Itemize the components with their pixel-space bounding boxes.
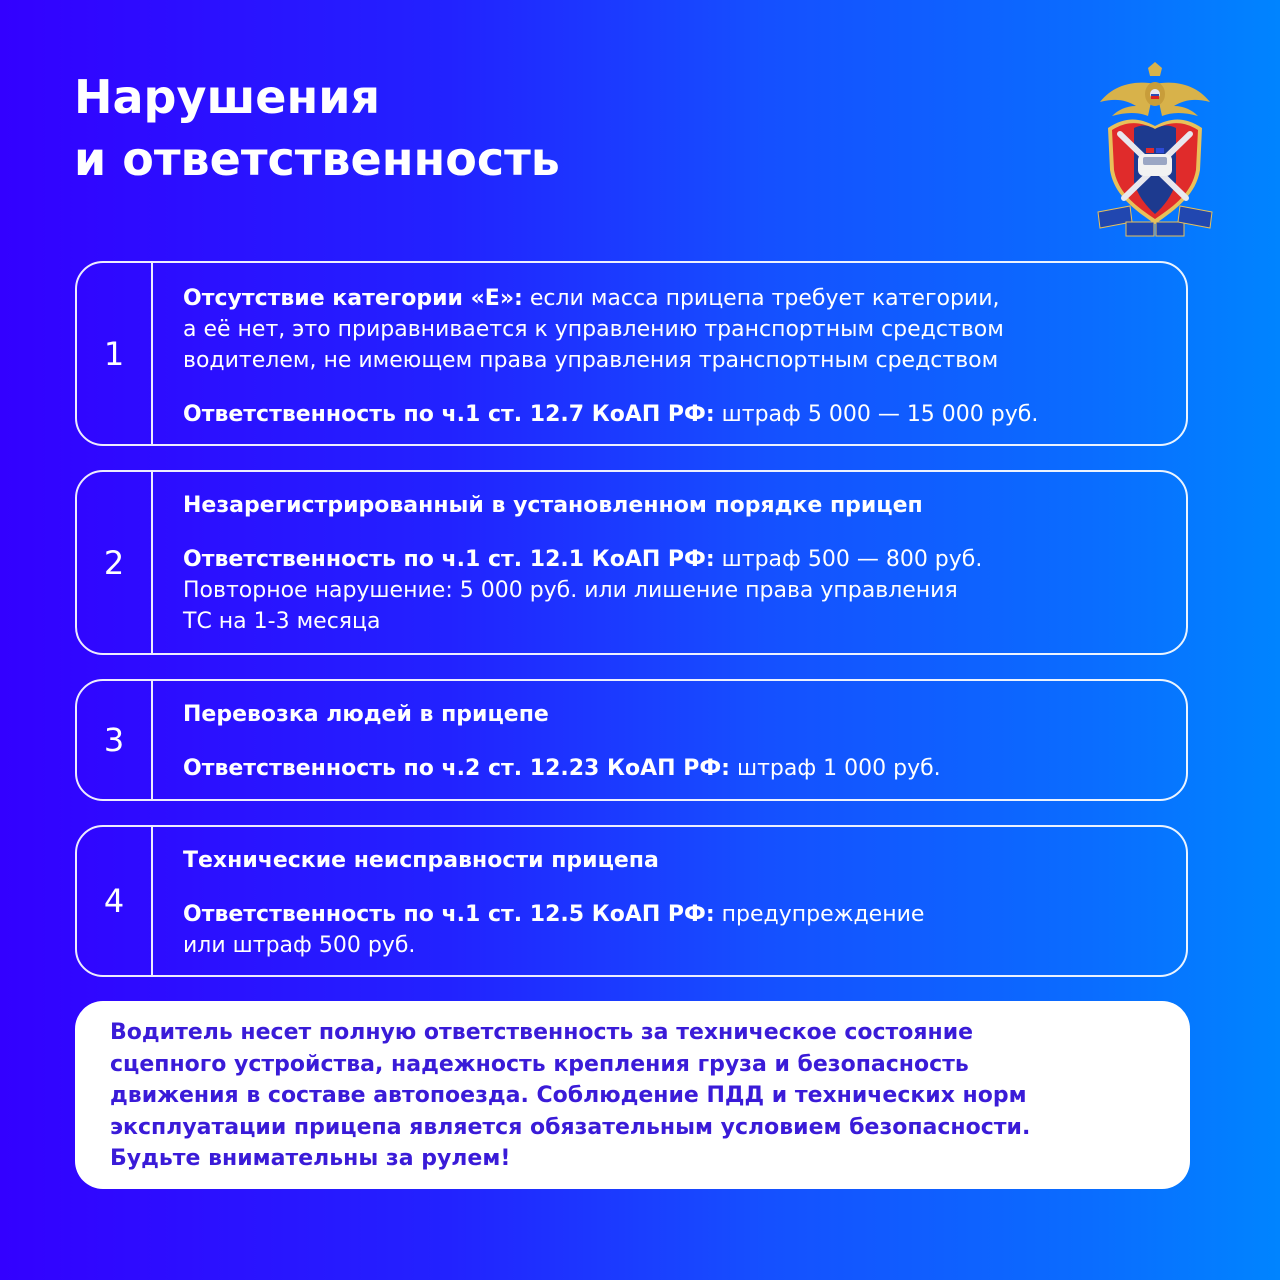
title-line-1: Нарушения bbox=[74, 70, 381, 124]
violation-card-3 bbox=[75, 679, 1188, 801]
liability-penalty-line: или штраф 500 руб. bbox=[183, 933, 416, 958]
violation-number: 4 bbox=[77, 827, 153, 975]
violation-liability bbox=[183, 399, 1038, 430]
liability-penalty: штраф 500 — 800 руб. bbox=[714, 547, 983, 572]
violation-body bbox=[153, 472, 982, 653]
violation-liability bbox=[183, 753, 941, 784]
violation-title: Отсутствие категории «Е»: bbox=[183, 286, 523, 311]
info-line: сцепного устройства, надежность крепления груза и безопасность bbox=[110, 1051, 969, 1077]
info-line: Будьте внимательны за рулем! bbox=[110, 1146, 511, 1171]
info-line: Водитель несет полную ответственность за техническое состояние bbox=[110, 1020, 974, 1045]
violation-body bbox=[153, 681, 941, 799]
liability-penalty: штраф 1 000 руб. bbox=[729, 756, 941, 781]
liability-article: Ответственность по ч.1 ст. 12.1 КоАП РФ: bbox=[183, 547, 715, 572]
page-title bbox=[74, 66, 560, 190]
violation-body bbox=[153, 827, 924, 975]
violation-number: 3 bbox=[77, 681, 153, 799]
violation-title: Технические неисправности прицепа bbox=[183, 848, 659, 873]
violation-description-line: а её нет, это приравнивается к управлению транспортным средством bbox=[183, 317, 1004, 342]
violation-card-4 bbox=[75, 825, 1188, 977]
info-line: движения в составе автопоезда. Соблюдение ПДД и технических норм bbox=[110, 1083, 1027, 1108]
liability-penalty: штраф 5 000 — 15 000 руб. bbox=[714, 402, 1039, 427]
liability-article: Ответственность по ч.1 ст. 12.7 КоАП РФ: bbox=[183, 402, 715, 427]
violation-body bbox=[153, 263, 1038, 444]
violation-description: Отсутствие категории «Е»: если масса прицепа требует категории, bbox=[183, 286, 1000, 311]
violation-card-1 bbox=[75, 261, 1188, 446]
violation-liability bbox=[183, 544, 982, 575]
violation-description-line: водителем, не имеющем права управления транспортным средством bbox=[183, 348, 999, 373]
violation-liability bbox=[183, 899, 924, 930]
violation-number: 1 bbox=[77, 263, 153, 444]
traffic-police-emblem-icon bbox=[1096, 62, 1214, 238]
title-line-2: и ответственность bbox=[74, 132, 560, 186]
violation-card-2 bbox=[75, 470, 1188, 655]
liability-article: Ответственность по ч.1 ст. 12.5 КоАП РФ: bbox=[183, 902, 715, 927]
liability-article: Ответственность по ч.2 ст. 12.23 КоАП РФ: bbox=[183, 756, 730, 781]
repeat-violation-line: ТС на 1-3 месяца bbox=[183, 609, 381, 634]
violation-title: Перевозка людей в прицепе bbox=[183, 702, 549, 727]
repeat-violation-line: Повторное нарушение: 5 000 руб. или лишение права управления bbox=[183, 578, 958, 603]
violation-number: 2 bbox=[77, 472, 153, 653]
violation-title: Незарегистрированный в установленном порядке прицеп bbox=[183, 493, 923, 518]
liability-penalty: предупреждение bbox=[714, 902, 925, 927]
info-box bbox=[75, 1001, 1190, 1189]
info-line: эксплуатации прицепа является обязательным условием безопасности. bbox=[110, 1114, 1031, 1140]
